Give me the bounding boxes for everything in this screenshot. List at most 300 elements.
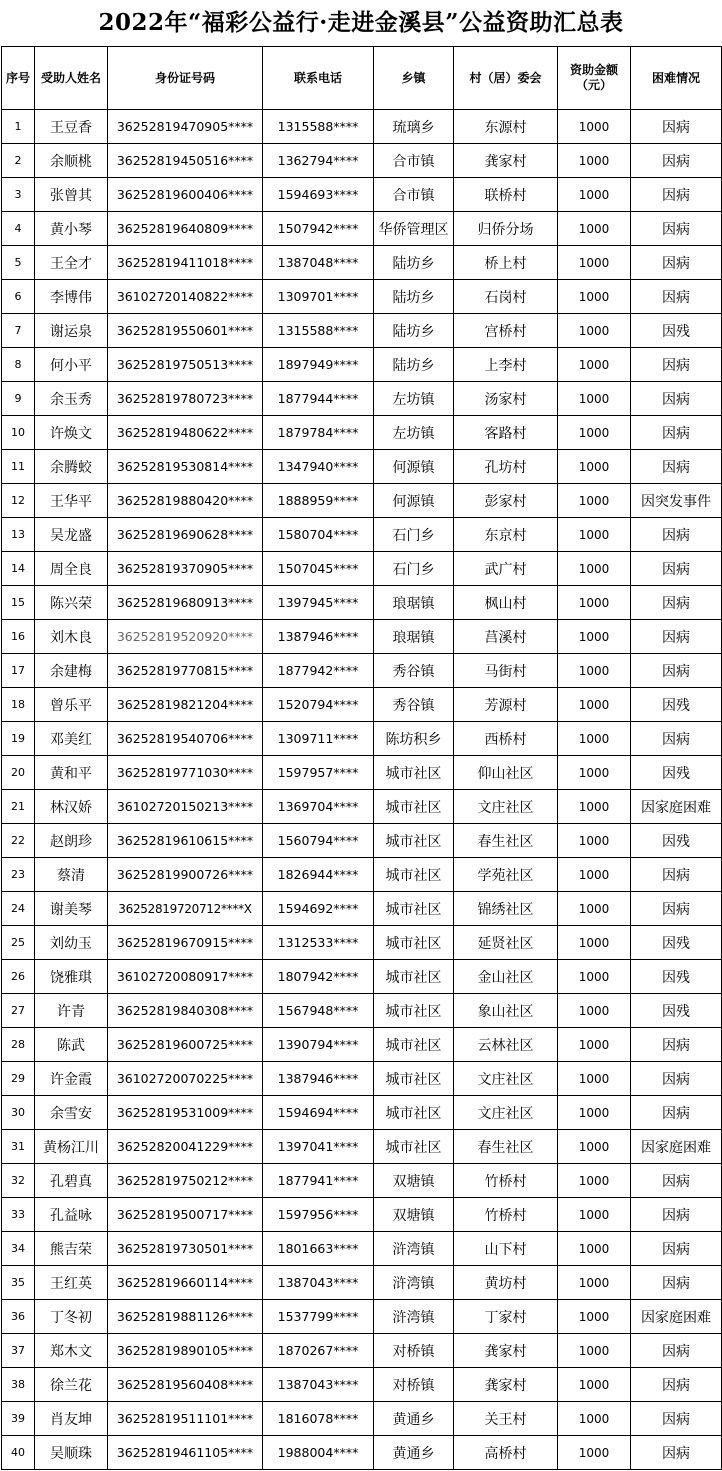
town-cell: 双塘镇 (374, 1198, 454, 1232)
town-cell: 双塘镇 (374, 1164, 454, 1198)
table-row (2, 1300, 722, 1334)
amount-cell: 1000 (558, 620, 631, 654)
hardship-cell: 因病 (631, 280, 722, 314)
name-cell: 许焕文 (35, 416, 108, 450)
phone-cell: 1594692**** (263, 892, 374, 926)
town-cell: 琅琚镇 (374, 586, 454, 620)
table-row (2, 1368, 722, 1402)
town-cell: 秀谷镇 (374, 688, 454, 722)
hardship-cell: 因病 (631, 1062, 722, 1096)
name-cell: 邓美红 (35, 722, 108, 756)
town-cell: 黄通乡 (374, 1402, 454, 1436)
name-cell: 丁冬初 (35, 1300, 108, 1334)
town-cell: 秀谷镇 (374, 654, 454, 688)
amount-cell: 1000 (558, 1096, 631, 1130)
village-cell: 龚家村 (454, 144, 558, 178)
seq-cell: 3 (2, 178, 35, 212)
phone-cell: 1870267**** (263, 1334, 374, 1368)
town-cell: 琉璃乡 (374, 110, 454, 144)
table-row (2, 280, 722, 314)
amount-cell: 1000 (558, 178, 631, 212)
town-cell: 城市社区 (374, 960, 454, 994)
header-seq: 序号 (2, 47, 35, 110)
amount-cell: 1000 (558, 552, 631, 586)
town-cell: 陆坊乡 (374, 348, 454, 382)
name-cell: 肖友坤 (35, 1402, 108, 1436)
id-number-cell: 36252819780723**** (108, 382, 263, 416)
table-row (2, 926, 722, 960)
id-number-cell: 36252819750513**** (108, 348, 263, 382)
table-row (2, 722, 722, 756)
amount-cell: 1000 (558, 1266, 631, 1300)
village-cell: 文庄社区 (454, 1096, 558, 1130)
name-cell: 林汉娇 (35, 790, 108, 824)
village-cell: 武广村 (454, 552, 558, 586)
table-body (2, 110, 722, 1470)
name-cell: 黄杨江川 (35, 1130, 108, 1164)
amount-cell: 1000 (558, 722, 631, 756)
seq-cell: 32 (2, 1164, 35, 1198)
town-cell: 城市社区 (374, 1096, 454, 1130)
town-cell: 城市社区 (374, 790, 454, 824)
seq-cell: 34 (2, 1232, 35, 1266)
id-number-cell: 36252819520920**** (108, 620, 263, 654)
amount-cell: 1000 (558, 1402, 631, 1436)
table-row (2, 518, 722, 552)
seq-cell: 28 (2, 1028, 35, 1062)
id-number-cell: 36252819550601**** (108, 314, 263, 348)
table-row (2, 790, 722, 824)
header-hardship: 困难情况 (631, 47, 722, 110)
table-row (2, 1096, 722, 1130)
header-name: 受助人姓名 (35, 47, 108, 110)
id-number-cell: 36252819730501**** (108, 1232, 263, 1266)
seq-cell: 37 (2, 1334, 35, 1368)
id-number-cell: 36252819470905**** (108, 110, 263, 144)
village-cell: 孔坊村 (454, 450, 558, 484)
phone-cell: 1362794**** (263, 144, 374, 178)
seq-cell: 39 (2, 1402, 35, 1436)
seq-cell: 10 (2, 416, 35, 450)
phone-cell: 1879784**** (263, 416, 374, 450)
amount-cell: 1000 (558, 246, 631, 280)
id-number-cell: 36252819640809**** (108, 212, 263, 246)
amount-cell: 1000 (558, 110, 631, 144)
town-cell: 左坊镇 (374, 382, 454, 416)
village-cell: 上李村 (454, 348, 558, 382)
village-cell: 金山社区 (454, 960, 558, 994)
town-cell: 城市社区 (374, 824, 454, 858)
hardship-cell: 因病 (631, 1232, 722, 1266)
table-row (2, 620, 722, 654)
amount-cell: 1000 (558, 1436, 631, 1470)
village-cell: 锦绣社区 (454, 892, 558, 926)
seq-cell: 33 (2, 1198, 35, 1232)
header-id-number: 身份证号码 (108, 47, 263, 110)
hardship-cell: 因残 (631, 688, 722, 722)
table-row (2, 484, 722, 518)
village-cell: 文庄社区 (454, 1062, 558, 1096)
table-row (2, 1164, 722, 1198)
phone-cell: 1560794**** (263, 824, 374, 858)
id-number-cell: 36252819411018**** (108, 246, 263, 280)
amount-cell: 1000 (558, 450, 631, 484)
phone-cell: 1387048**** (263, 246, 374, 280)
town-cell: 何源镇 (374, 484, 454, 518)
table-row (2, 1028, 722, 1062)
name-cell: 余雪安 (35, 1096, 108, 1130)
amount-cell: 1000 (558, 1334, 631, 1368)
header-village: 村（居）委会 (454, 47, 558, 110)
seq-cell: 4 (2, 212, 35, 246)
town-cell: 陆坊乡 (374, 246, 454, 280)
name-cell: 蔡清 (35, 858, 108, 892)
name-cell: 李博伟 (35, 280, 108, 314)
id-number-cell: 36252819461105**** (108, 1436, 263, 1470)
village-cell: 学苑社区 (454, 858, 558, 892)
hardship-cell: 因病 (631, 348, 722, 382)
hardship-cell: 因病 (631, 144, 722, 178)
id-number-cell: 36252819680913**** (108, 586, 263, 620)
hardship-cell: 因残 (631, 756, 722, 790)
name-cell: 吴顺珠 (35, 1436, 108, 1470)
name-cell: 黄和平 (35, 756, 108, 790)
phone-cell: 1315588**** (263, 110, 374, 144)
name-cell: 何小平 (35, 348, 108, 382)
amount-cell: 1000 (558, 654, 631, 688)
town-cell: 浒湾镇 (374, 1300, 454, 1334)
id-number-cell: 36252819670915**** (108, 926, 263, 960)
hardship-cell: 因病 (631, 654, 722, 688)
id-number-cell: 36252819450516**** (108, 144, 263, 178)
amount-cell: 1000 (558, 144, 631, 178)
phone-cell: 1597957**** (263, 756, 374, 790)
seq-cell: 7 (2, 314, 35, 348)
phone-cell: 1387043**** (263, 1266, 374, 1300)
hardship-cell: 因突发事件 (631, 484, 722, 518)
seq-cell: 40 (2, 1436, 35, 1470)
hardship-cell: 因病 (631, 212, 722, 246)
table-row (2, 1198, 722, 1232)
name-cell: 余顺桃 (35, 144, 108, 178)
phone-cell: 1312533**** (263, 926, 374, 960)
town-cell: 城市社区 (374, 1062, 454, 1096)
seq-cell: 35 (2, 1266, 35, 1300)
amount-cell: 1000 (558, 926, 631, 960)
town-cell: 陈坊积乡 (374, 722, 454, 756)
seq-cell: 25 (2, 926, 35, 960)
seq-cell: 31 (2, 1130, 35, 1164)
amount-cell: 1000 (558, 416, 631, 450)
seq-cell: 17 (2, 654, 35, 688)
hardship-cell: 因病 (631, 1334, 722, 1368)
phone-cell: 1315588**** (263, 314, 374, 348)
id-number-cell: 36252819600725**** (108, 1028, 263, 1062)
hardship-cell: 因残 (631, 824, 722, 858)
page-title: 2022年“福彩公益行·走进金溪县”公益资助汇总表 (98, 9, 624, 36)
id-number-cell: 36252819530814**** (108, 450, 263, 484)
id-number-cell: 36102720140822**** (108, 280, 263, 314)
phone-cell: 1597956**** (263, 1198, 374, 1232)
table-row (2, 212, 722, 246)
id-number-cell: 36252819690628**** (108, 518, 263, 552)
amount-cell: 1000 (558, 348, 631, 382)
village-cell: 云林社区 (454, 1028, 558, 1062)
village-cell: 延贤社区 (454, 926, 558, 960)
amount-cell: 1000 (558, 314, 631, 348)
hardship-cell: 因病 (631, 892, 722, 926)
name-cell: 孔益咏 (35, 1198, 108, 1232)
phone-cell: 1877944**** (263, 382, 374, 416)
table-row (2, 654, 722, 688)
id-number-cell: 36252819821204**** (108, 688, 263, 722)
town-cell: 何源镇 (374, 450, 454, 484)
hardship-cell: 因病 (631, 1028, 722, 1062)
amount-cell: 1000 (558, 824, 631, 858)
phone-cell: 1580704**** (263, 518, 374, 552)
hardship-cell: 因残 (631, 960, 722, 994)
hardship-cell: 因病 (631, 178, 722, 212)
phone-cell: 1807942**** (263, 960, 374, 994)
hardship-cell: 因病 (631, 1096, 722, 1130)
village-cell: 高桥村 (454, 1436, 558, 1470)
hardship-cell: 因病 (631, 110, 722, 144)
hardship-cell: 因家庭困难 (631, 790, 722, 824)
table-row (2, 994, 722, 1028)
id-number-cell: 36252819720712****X (108, 892, 263, 926)
seq-cell: 29 (2, 1062, 35, 1096)
village-cell: 宫桥村 (454, 314, 558, 348)
phone-cell: 1888959**** (263, 484, 374, 518)
town-cell: 左坊镇 (374, 416, 454, 450)
amount-cell: 1000 (558, 1368, 631, 1402)
village-cell: 汤家村 (454, 382, 558, 416)
amount-cell: 1000 (558, 1028, 631, 1062)
id-number-cell: 36252819840308**** (108, 994, 263, 1028)
village-cell: 山下村 (454, 1232, 558, 1266)
table-row (2, 1232, 722, 1266)
name-cell: 黄小琴 (35, 212, 108, 246)
phone-cell: 1387946**** (263, 620, 374, 654)
id-number-cell: 36252819600406**** (108, 178, 263, 212)
hardship-cell: 因病 (631, 1368, 722, 1402)
hardship-cell: 因病 (631, 858, 722, 892)
town-cell: 合市镇 (374, 144, 454, 178)
phone-cell: 1594694**** (263, 1096, 374, 1130)
name-cell: 徐兰花 (35, 1368, 108, 1402)
table-row (2, 382, 722, 416)
table-row (2, 1062, 722, 1096)
town-cell: 陆坊乡 (374, 314, 454, 348)
village-cell: 归侨分场 (454, 212, 558, 246)
table-row (2, 1130, 722, 1164)
village-cell: 西桥村 (454, 722, 558, 756)
hardship-cell: 因病 (631, 552, 722, 586)
phone-cell: 1390794**** (263, 1028, 374, 1062)
table-row (2, 586, 722, 620)
name-cell: 吴龙盛 (35, 518, 108, 552)
seq-cell: 22 (2, 824, 35, 858)
seq-cell: 16 (2, 620, 35, 654)
seq-cell: 36 (2, 1300, 35, 1334)
id-number-cell: 36252819880420**** (108, 484, 263, 518)
town-cell: 合市镇 (374, 178, 454, 212)
name-cell: 刘木良 (35, 620, 108, 654)
phone-cell: 1594693**** (263, 178, 374, 212)
id-number-cell: 36252819750212**** (108, 1164, 263, 1198)
name-cell: 王全才 (35, 246, 108, 280)
table-row (2, 144, 722, 178)
village-cell: 仰山社区 (454, 756, 558, 790)
seq-cell: 24 (2, 892, 35, 926)
id-number-cell: 36252819660114**** (108, 1266, 263, 1300)
table-row (2, 1266, 722, 1300)
village-cell: 象山社区 (454, 994, 558, 1028)
id-number-cell: 36252819560408**** (108, 1368, 263, 1402)
hardship-cell: 因家庭困难 (631, 1130, 722, 1164)
seq-cell: 21 (2, 790, 35, 824)
village-cell: 联桥村 (454, 178, 558, 212)
header-amount: 资助金额（元） (558, 47, 631, 110)
amount-cell: 1000 (558, 280, 631, 314)
town-cell: 浒湾镇 (374, 1266, 454, 1300)
town-cell: 琅琚镇 (374, 620, 454, 654)
name-cell: 饶雅琪 (35, 960, 108, 994)
header-town: 乡镇 (374, 47, 454, 110)
id-number-cell: 36252819500717**** (108, 1198, 263, 1232)
seq-cell: 8 (2, 348, 35, 382)
table-row (2, 110, 722, 144)
table-row (2, 246, 722, 280)
seq-cell: 14 (2, 552, 35, 586)
hardship-cell: 因残 (631, 994, 722, 1028)
village-cell: 丁家村 (454, 1300, 558, 1334)
amount-cell: 1000 (558, 518, 631, 552)
seq-cell: 30 (2, 1096, 35, 1130)
id-number-cell: 36252819771030**** (108, 756, 263, 790)
table-row (2, 688, 722, 722)
village-cell: 彭家村 (454, 484, 558, 518)
hardship-cell: 因病 (631, 1402, 722, 1436)
amount-cell: 1000 (558, 756, 631, 790)
name-cell: 陈武 (35, 1028, 108, 1062)
seq-cell: 5 (2, 246, 35, 280)
phone-cell: 1877942**** (263, 654, 374, 688)
name-cell: 王红英 (35, 1266, 108, 1300)
id-number-cell: 36102720150213**** (108, 790, 263, 824)
village-cell: 芳源村 (454, 688, 558, 722)
phone-cell: 1567948**** (263, 994, 374, 1028)
amount-cell: 1000 (558, 960, 631, 994)
village-cell: 枫山村 (454, 586, 558, 620)
id-number-cell: 36252820041229**** (108, 1130, 263, 1164)
phone-cell: 1507045**** (263, 552, 374, 586)
seq-cell: 9 (2, 382, 35, 416)
phone-cell: 1816078**** (263, 1402, 374, 1436)
table-row (2, 960, 722, 994)
hardship-cell: 因家庭困难 (631, 1300, 722, 1334)
name-cell: 余建梅 (35, 654, 108, 688)
village-cell: 春生社区 (454, 824, 558, 858)
name-cell: 熊吉荣 (35, 1232, 108, 1266)
hardship-cell: 因病 (631, 586, 722, 620)
phone-cell: 1507942**** (263, 212, 374, 246)
hardship-cell: 因病 (631, 1164, 722, 1198)
name-cell: 曾乐平 (35, 688, 108, 722)
village-cell: 关王村 (454, 1402, 558, 1436)
hardship-cell: 因病 (631, 382, 722, 416)
hardship-cell: 因病 (631, 518, 722, 552)
name-cell: 郑木文 (35, 1334, 108, 1368)
hardship-cell: 因病 (631, 416, 722, 450)
seq-cell: 2 (2, 144, 35, 178)
hardship-cell: 因残 (631, 926, 722, 960)
amount-cell: 1000 (558, 1232, 631, 1266)
phone-cell: 1826944**** (263, 858, 374, 892)
amount-cell: 1000 (558, 994, 631, 1028)
town-cell: 城市社区 (374, 1028, 454, 1062)
seq-cell: 12 (2, 484, 35, 518)
town-cell: 城市社区 (374, 926, 454, 960)
amount-cell: 1000 (558, 586, 631, 620)
phone-cell: 1387946**** (263, 1062, 374, 1096)
aid-summary-table (1, 46, 722, 1470)
phone-cell: 1520794**** (263, 688, 374, 722)
amount-cell: 1000 (558, 212, 631, 246)
phone-cell: 1397041**** (263, 1130, 374, 1164)
amount-cell: 1000 (558, 484, 631, 518)
village-cell: 桥上村 (454, 246, 558, 280)
village-cell: 马街村 (454, 654, 558, 688)
phone-cell: 1877941**** (263, 1164, 374, 1198)
seq-cell: 23 (2, 858, 35, 892)
header-phone: 联系电话 (263, 47, 374, 110)
name-cell: 谢美琴 (35, 892, 108, 926)
name-cell: 刘幼玉 (35, 926, 108, 960)
village-cell: 春生社区 (454, 1130, 558, 1164)
table-row (2, 450, 722, 484)
seq-cell: 19 (2, 722, 35, 756)
village-cell: 竹桥村 (454, 1198, 558, 1232)
town-cell: 石门乡 (374, 518, 454, 552)
hardship-cell: 因病 (631, 450, 722, 484)
town-cell: 对桥镇 (374, 1368, 454, 1402)
hardship-cell: 因病 (631, 1436, 722, 1470)
table-row (2, 824, 722, 858)
town-cell: 陆坊乡 (374, 280, 454, 314)
amount-cell: 1000 (558, 1300, 631, 1334)
id-number-cell: 36252819531009**** (108, 1096, 263, 1130)
town-cell: 浒湾镇 (374, 1232, 454, 1266)
phone-cell: 1897949**** (263, 348, 374, 382)
id-number-cell: 36252819480622**** (108, 416, 263, 450)
hardship-cell: 因病 (631, 722, 722, 756)
name-cell: 许青 (35, 994, 108, 1028)
village-cell: 文庄社区 (454, 790, 558, 824)
amount-cell: 1000 (558, 858, 631, 892)
name-cell: 周全良 (35, 552, 108, 586)
name-cell: 孔碧真 (35, 1164, 108, 1198)
name-cell: 王华平 (35, 484, 108, 518)
amount-cell: 1000 (558, 1130, 631, 1164)
table-header-row (2, 47, 722, 110)
seq-cell: 13 (2, 518, 35, 552)
name-cell: 赵朗珍 (35, 824, 108, 858)
name-cell: 余玉秀 (35, 382, 108, 416)
amount-cell: 1000 (558, 382, 631, 416)
id-number-cell: 36102720080917**** (108, 960, 263, 994)
id-number-cell: 36252819370905**** (108, 552, 263, 586)
